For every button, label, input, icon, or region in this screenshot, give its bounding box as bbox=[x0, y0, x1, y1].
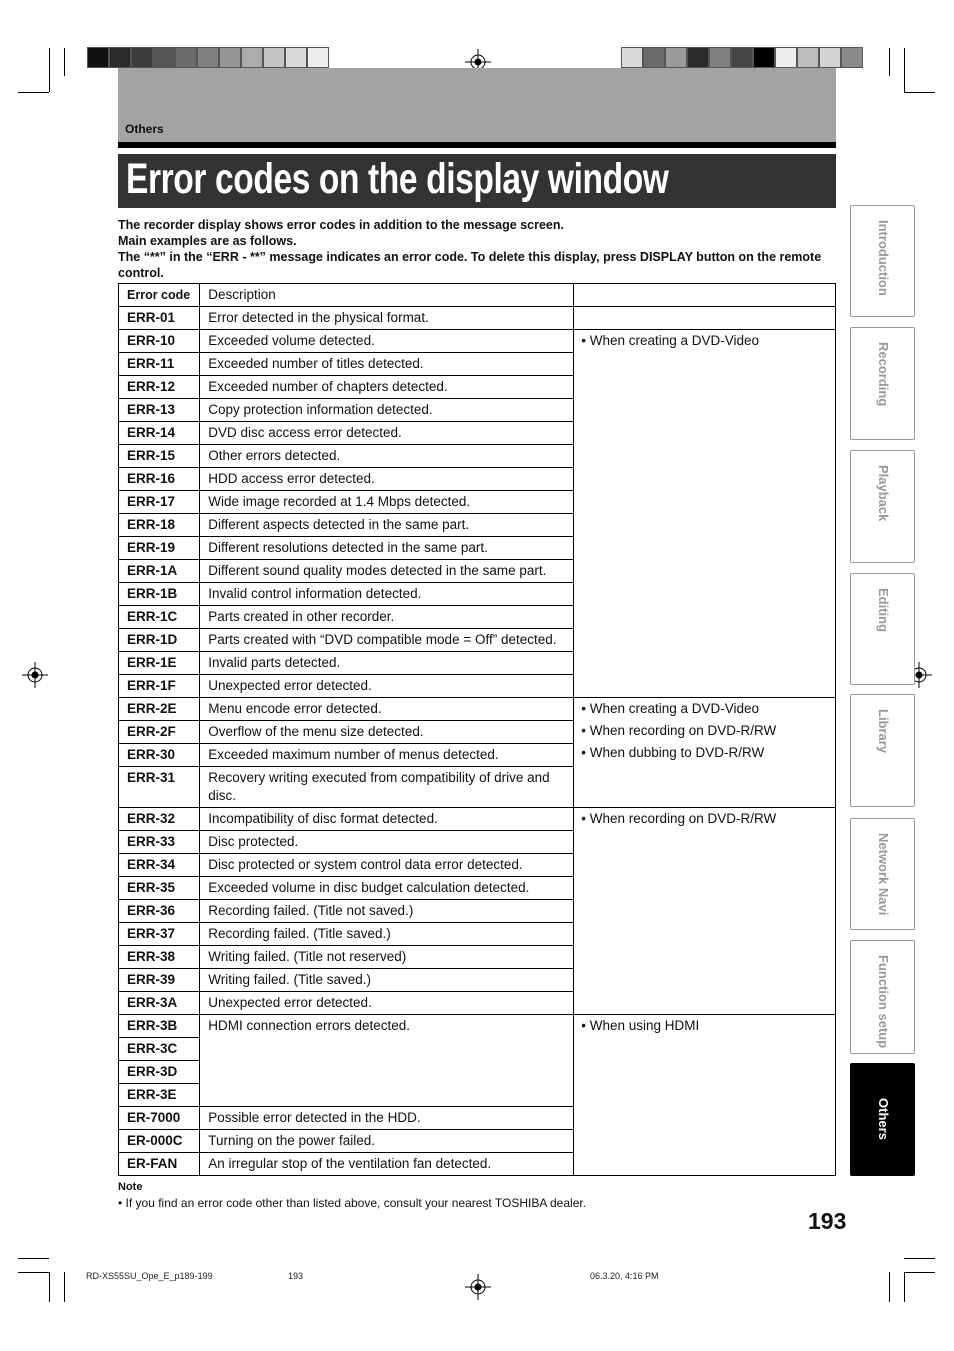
error-description: DVD disc access error detected. bbox=[200, 422, 574, 445]
tab-label: Library bbox=[876, 709, 891, 754]
page-title: Error codes on the display window bbox=[126, 155, 669, 203]
error-description: Recording failed. (Title not saved.) bbox=[200, 900, 574, 923]
error-description: Wide image recorded at 1.4 Mbps detected. bbox=[200, 491, 574, 514]
intro-line: Main examples are as follows. bbox=[118, 234, 297, 248]
error-description: Possible error detected in the HDD. bbox=[200, 1107, 574, 1130]
gray-scale-bar-right bbox=[621, 47, 863, 68]
error-description: Writing failed. (Title not reserved) bbox=[200, 946, 574, 969]
error-code: ER-000C bbox=[119, 1130, 200, 1153]
tab-network-navi[interactable] bbox=[850, 818, 915, 930]
error-description: Exceeded volume detected. bbox=[200, 330, 574, 353]
table-row bbox=[119, 1015, 836, 1038]
crop-mark bbox=[18, 92, 49, 93]
note-title: Note bbox=[118, 1181, 143, 1193]
crop-mark bbox=[18, 1272, 49, 1273]
error-code: ERR-39 bbox=[119, 969, 200, 992]
error-code: ERR-33 bbox=[119, 831, 200, 854]
error-description: Exceeded maximum number of menus detected. bbox=[200, 744, 574, 767]
error-code: ERR-3B bbox=[119, 1015, 200, 1038]
error-code: ERR-15 bbox=[119, 445, 200, 468]
tab-label: Recording bbox=[876, 342, 891, 407]
error-code: ERR-1F bbox=[119, 675, 200, 698]
tab-others[interactable] bbox=[850, 1063, 915, 1176]
error-code: ERR-12 bbox=[119, 376, 200, 399]
crop-mark bbox=[49, 1272, 50, 1302]
error-code: ERR-18 bbox=[119, 514, 200, 537]
error-code: ERR-3D bbox=[119, 1061, 200, 1084]
error-description: Invalid parts detected. bbox=[200, 652, 574, 675]
error-description: Disc protected or system control data error detected. bbox=[200, 854, 574, 877]
error-description: Overflow of the menu size detected. bbox=[200, 721, 574, 744]
error-description: Different sound quality modes detected in the same part. bbox=[200, 560, 574, 583]
error-description: Invalid control information detected. bbox=[200, 583, 574, 606]
error-description: Different resolutions detected in the same part. bbox=[200, 537, 574, 560]
error-description: Different aspects detected in the same part. bbox=[200, 514, 574, 537]
error-description: Recording failed. (Title saved.) bbox=[200, 923, 574, 946]
crop-mark bbox=[889, 48, 890, 76]
error-description: HDMI connection errors detected. bbox=[200, 1015, 574, 1107]
error-description: Copy protection information detected. bbox=[200, 399, 574, 422]
error-description: Exceeded volume in disc budget calculation detected. bbox=[200, 877, 574, 900]
error-description: Error detected in the physical format. bbox=[200, 307, 574, 330]
error-code: ERR-13 bbox=[119, 399, 200, 422]
error-code: ERR-16 bbox=[119, 468, 200, 491]
tab-label: Playback bbox=[876, 465, 891, 522]
error-description: Parts created with “DVD compatible mode = Off” detected. bbox=[200, 629, 574, 652]
condition-cell: • When creating a DVD-Video bbox=[574, 330, 836, 698]
intro-text bbox=[118, 217, 838, 281]
error-description: Unexpected error detected. bbox=[200, 992, 574, 1015]
error-code: ERR-34 bbox=[119, 854, 200, 877]
tab-library[interactable] bbox=[850, 694, 915, 807]
error-code: ER-7000 bbox=[119, 1107, 200, 1130]
crop-mark bbox=[64, 1272, 65, 1302]
tab-label: Others bbox=[876, 1098, 891, 1140]
error-code: ER-FAN bbox=[119, 1153, 200, 1176]
intro-line: The recorder display shows error codes in addition to the message screen. bbox=[118, 218, 564, 232]
error-code: ERR-36 bbox=[119, 900, 200, 923]
gray-scale-bar-left bbox=[87, 47, 329, 68]
error-code: ERR-14 bbox=[119, 422, 200, 445]
error-code: ERR-30 bbox=[119, 744, 200, 767]
error-code: ERR-35 bbox=[119, 877, 200, 900]
error-description: HDD access error detected. bbox=[200, 468, 574, 491]
error-code: ERR-19 bbox=[119, 537, 200, 560]
header-rule bbox=[118, 142, 836, 148]
error-code: ERR-1E bbox=[119, 652, 200, 675]
condition-line: • When dubbing to DVD-R/RW bbox=[581, 745, 765, 760]
error-code: ERR-38 bbox=[119, 946, 200, 969]
column-header-code: Error code bbox=[119, 284, 200, 307]
error-code: ERR-10 bbox=[119, 330, 200, 353]
condition-line: • When recording on DVD-R/RW bbox=[581, 723, 777, 738]
error-code: ERR-01 bbox=[119, 307, 200, 330]
crop-mark bbox=[18, 1258, 49, 1259]
error-description: Exceeded number of titles detected. bbox=[200, 353, 574, 376]
error-code: ERR-1A bbox=[119, 560, 200, 583]
error-code: ERR-32 bbox=[119, 808, 200, 831]
error-code: ERR-3A bbox=[119, 992, 200, 1015]
condition-cell bbox=[574, 698, 836, 808]
error-code-table bbox=[118, 283, 836, 1176]
column-header-description: Description bbox=[200, 284, 574, 307]
crop-mark bbox=[49, 48, 50, 92]
error-code: ERR-3C bbox=[119, 1038, 200, 1061]
error-description: Menu encode error detected. bbox=[200, 698, 574, 721]
note-text: • If you find an error code other than listed above, consult your nearest TOSHIBA dealer. bbox=[118, 1196, 587, 1210]
error-code: ERR-1B bbox=[119, 583, 200, 606]
table-row bbox=[119, 808, 836, 831]
error-description: Parts created in other recorder. bbox=[200, 606, 574, 629]
tab-function-setup[interactable] bbox=[850, 940, 915, 1054]
tab-introduction[interactable] bbox=[850, 205, 915, 317]
error-description: An irregular stop of the ventilation fan detected. bbox=[200, 1153, 574, 1176]
footer-page: 193 bbox=[288, 1271, 304, 1281]
footer-file-name: RD-XS55SU_Ope_E_p189-199 bbox=[86, 1271, 213, 1281]
tab-label: Editing bbox=[876, 588, 891, 633]
page-number: 193 bbox=[808, 1208, 847, 1234]
condition-cell: • When using HDMI bbox=[574, 1015, 836, 1176]
error-description: Other errors detected. bbox=[200, 445, 574, 468]
crop-mark bbox=[64, 48, 65, 76]
intro-line: The “**” in the “ERR - **” message indicates an error code. To delete this display, press DISPLAY button on the remote control. bbox=[118, 250, 822, 280]
table-header-row bbox=[119, 284, 836, 307]
crop-mark bbox=[889, 1272, 890, 1302]
error-description: Writing failed. (Title saved.) bbox=[200, 969, 574, 992]
error-code: ERR-17 bbox=[119, 491, 200, 514]
tab-playback[interactable] bbox=[850, 450, 915, 563]
error-code: ERR-11 bbox=[119, 353, 200, 376]
crop-mark bbox=[904, 1272, 935, 1273]
error-code: ERR-3E bbox=[119, 1084, 200, 1107]
error-description: Recovery writing executed from compatibility of drive and disc. bbox=[200, 767, 574, 808]
registration-mark-icon bbox=[465, 1274, 491, 1300]
tab-label: Function setup bbox=[876, 955, 891, 1049]
crop-mark bbox=[904, 92, 935, 93]
condition-line: • When creating a DVD-Video bbox=[581, 701, 760, 716]
registration-mark-icon bbox=[22, 662, 48, 688]
error-code: ERR-1D bbox=[119, 629, 200, 652]
crop-mark bbox=[904, 1258, 935, 1259]
table-row bbox=[119, 330, 836, 353]
crop-mark bbox=[904, 48, 905, 92]
tab-editing[interactable] bbox=[850, 573, 915, 685]
table-row bbox=[119, 698, 836, 721]
error-code: ERR-37 bbox=[119, 923, 200, 946]
error-description: Exceeded number of chapters detected. bbox=[200, 376, 574, 399]
error-description: Unexpected error detected. bbox=[200, 675, 574, 698]
section-label: Others bbox=[125, 122, 164, 136]
crop-mark bbox=[904, 1272, 905, 1302]
error-code: ERR-1C bbox=[119, 606, 200, 629]
footer-date: 06.3.20, 4:16 PM bbox=[590, 1271, 659, 1281]
tab-recording[interactable] bbox=[850, 327, 915, 440]
error-code: ERR-2F bbox=[119, 721, 200, 744]
column-header-condition bbox=[574, 284, 836, 307]
header-band bbox=[118, 68, 836, 142]
condition-cell bbox=[574, 307, 836, 330]
error-code: ERR-31 bbox=[119, 767, 200, 808]
table-row bbox=[119, 307, 836, 330]
condition-cell: • When recording on DVD-R/RW bbox=[574, 808, 836, 1015]
tab-label: Introduction bbox=[876, 220, 891, 296]
error-description: Disc protected. bbox=[200, 831, 574, 854]
tab-label: Network Navi bbox=[876, 833, 891, 916]
error-code: ERR-2E bbox=[119, 698, 200, 721]
error-description: Incompatibility of disc format detected. bbox=[200, 808, 574, 831]
error-description: Turning on the power failed. bbox=[200, 1130, 574, 1153]
